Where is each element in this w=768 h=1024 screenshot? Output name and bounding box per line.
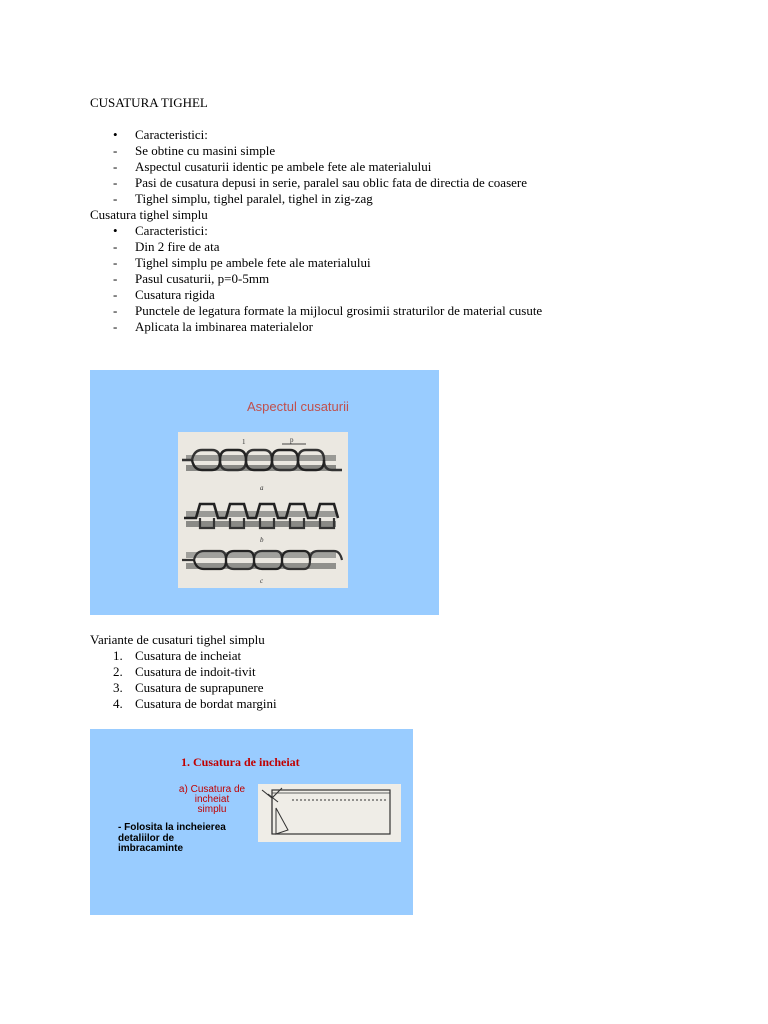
section2-list-marker: •: [113, 223, 118, 238]
label-1: 1: [242, 438, 246, 446]
subheading-tighel-simplu: Cusatura tighel simplu: [90, 207, 208, 222]
label-p: p: [290, 436, 294, 444]
section2-list-text: Caracteristici:: [135, 223, 208, 238]
section1-list-marker: -: [113, 175, 118, 190]
section1-list-text: Caracteristici:: [135, 127, 208, 142]
section1-list-text: Pasi de cusatura depusi in serie, paralel sau oblic fata de directia de coasere: [135, 175, 527, 190]
label-a: a: [260, 484, 264, 492]
variants-list-marker: 1.: [113, 648, 123, 663]
slide-aspectul-cusaturii: [90, 370, 439, 615]
section1-list-text: Se obtine cu masini simple: [135, 143, 276, 158]
document-heading: CUSATURA TIGHEL: [90, 95, 208, 110]
label-b: b: [260, 536, 264, 544]
slide-cusatura-de-incheiat: [90, 729, 413, 915]
variants-heading: Variante de cusaturi tighel simplu: [90, 632, 265, 647]
section1-list-text: Aspectul cusaturii identic pe ambele fete ale materialului: [135, 159, 432, 174]
section2-list-text: Pasul cusaturii, p=0-5mm: [135, 271, 270, 286]
slide2-title: 1. Cusatura de incheiat: [181, 755, 300, 769]
variants-list-marker: 4.: [113, 696, 123, 711]
section2-list-text: Aplicata la imbinarea materialelor: [135, 319, 313, 334]
seam-stitch-diagram: [178, 432, 348, 588]
section2-list-marker: -: [113, 255, 118, 270]
variants-list-text: Cusatura de suprapunere: [135, 680, 264, 695]
section2-list-marker: -: [113, 319, 118, 334]
section2-list-text: Punctele de legatura formate la mijlocul grosimii straturilor de material cusute: [135, 303, 543, 318]
section1-list-marker: -: [113, 191, 118, 206]
variants-list-text: Cusatura de bordat margini: [135, 696, 277, 711]
variants-list-marker: 3.: [113, 680, 123, 695]
section2-list-text: Din 2 fire de ata: [135, 239, 220, 254]
section2-list-text: Tighel simplu pe ambele fete ale materialului: [135, 255, 371, 270]
section1-list-text: Tighel simplu, tighel paralel, tighel in zig-zag: [135, 191, 373, 206]
section2-list-marker: -: [113, 287, 118, 302]
label-c: c: [260, 577, 264, 585]
variants-list-marker: 2.: [113, 664, 123, 679]
section2-list-marker: -: [113, 303, 118, 318]
section1-list-marker: •: [113, 127, 118, 142]
section2-list-marker: -: [113, 271, 118, 286]
slide2-description: - Folosita la incheierea detaliilor de imbracaminte: [118, 822, 226, 854]
slide-title: Aspectul cusaturii: [247, 399, 349, 414]
section2-list-marker: -: [113, 239, 118, 254]
incheiat-seam-diagram: [258, 784, 401, 842]
section1-list-marker: -: [113, 143, 118, 158]
seam-diagram-photo: [178, 432, 348, 588]
variants-list-text: Cusatura de indoit-tivit: [135, 664, 256, 679]
incheiat-seam-sketch: [258, 784, 401, 842]
section1-list-marker: -: [113, 159, 118, 174]
section2-list-text: Cusatura rigida: [135, 287, 215, 302]
slide2-subtitle: a) Cusatura de incheiat simplu: [178, 784, 246, 815]
variants-list-text: Cusatura de incheiat: [135, 648, 242, 663]
